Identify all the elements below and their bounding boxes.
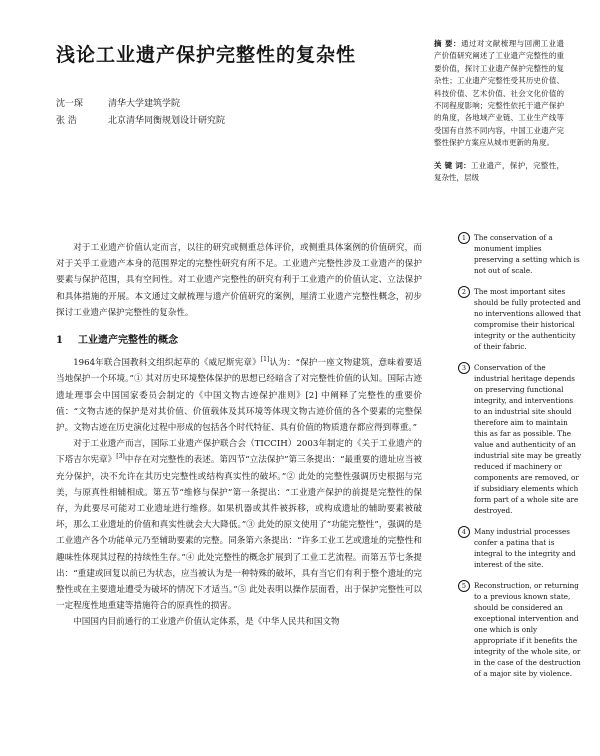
author-row xyxy=(56,96,225,113)
body-paragraph xyxy=(56,614,422,630)
paragraph-text: 认为：“保护一座文物建筑，意味着要适当地保护一个环境。”① 其对历史环境整体保护的思想已经暗含了对完整性价值的认知。国际古迹遗址理事会中国国家委员会制定的《中国文物古迹保护准则》[2] 中阐释了完整性的重要价值：“文物古迹的保护是对其价值、价值载体及其环境等体现文物古迹价值的各个要素的完整保护。文物古迹在历史演化过程中形成的包括各个时代特征、具有价值的物质遗存都应得到尊重。” xyxy=(56,358,422,434)
author-row xyxy=(56,113,225,130)
author-name: 张 浩 xyxy=(56,116,77,126)
body-paragraph xyxy=(56,355,422,436)
note-marker: 5 xyxy=(458,580,470,592)
section-title: 工业遗产完整性的概念 xyxy=(78,335,178,347)
note-text: Reconstruction, or returning to a previous known state, should be considered an exceptional intervention and one which is only appropriate if it benefits the integrity of the whole site, or in the case of the destruction of a major site by violence. xyxy=(474,581,581,678)
paper-title: 浅论工业遗产保护完整性的复杂性 xyxy=(56,44,357,66)
intro-paragraph: 对于工业遗产价值认定而言，以往的研究或侧重总体评价，或侧重具体案例的价值研究，而对于关乎工业遗产本身的范围界定的完整性研究有所不足。工业遗产完整性涉及工业遗产的保护要素与保护范围，具有空间性。对工业遗产完整性的研究有利于工业遗产的价值认定、立法保护和具体措施的开展。本文通过文献梳理与遗产价值研究的案例，厘清工业遗产完整性概念，初步探讨工业遗产保护完整性的复杂性。 xyxy=(56,243,422,318)
paragraph-text: 中国国内目前通行的工业遗产价值认定体系，是《中华人民共和国文物 xyxy=(73,617,340,628)
note-text: The most important sites should be fully protected and no interventions allowed that compromise their historical integrity or the authenticity of their fabric. xyxy=(474,287,581,351)
keywords-text: 工业遗产，保护，完整性，复杂性，层级 xyxy=(434,160,564,183)
side-note xyxy=(461,232,582,276)
keywords-line xyxy=(434,160,564,185)
author-block xyxy=(56,96,225,130)
note-marker: 1 xyxy=(458,232,470,244)
author-affiliation: 清华大学建筑学院 xyxy=(108,99,181,109)
author-name: 沈一琛 xyxy=(56,99,84,109)
side-note xyxy=(461,580,582,679)
abstract-label: 摘 要： xyxy=(434,39,461,48)
side-note xyxy=(461,526,582,570)
section-heading xyxy=(56,333,422,349)
side-note xyxy=(461,362,582,516)
paragraph-text: 1964年联合国教科文组织起草的《威尼斯宪章》 xyxy=(73,358,261,369)
note-text: Conservation of the industrial heritage depends on preserving functional integrity, and interventions to an industrial site should therefore aim to maintain this as far as possible. The value and authenticity of an industrial site may be greatly reduced if machinery or components are removed, or if subsidiary elements which form part of a whole site are destroyed. xyxy=(474,363,582,515)
body-paragraph xyxy=(56,436,422,614)
note-text: Many industrial processes confer a patina that is integral to the integrity and interest of the site. xyxy=(474,527,576,569)
main-text-column xyxy=(56,240,422,631)
side-notes-column xyxy=(461,232,582,689)
abstract-text: 通过对文献梳理与回溯工业遗产价值研究阐述了工业遗产完整性的重要价值，探讨工业遗产保护完整性的复杂性；工业遗产完整性受其历史价值、科技价值、艺术价值、社会文化价值的不同程度影响；完整性依托于遗产保护的角度，各地域产业链、工业生产线等受国有自然不同内容，中国工业遗产完整性保护方案应从城市更新的角度。 xyxy=(434,39,564,148)
section-number: 1 xyxy=(56,335,63,347)
note-marker: 2 xyxy=(458,286,470,298)
note-marker: 3 xyxy=(458,362,470,374)
note-marker: 4 xyxy=(458,526,470,538)
paragraph-text: 对于工业遗产而言，国际工业遗产保护联合会（TICCIH）2003年制定的《关于工业遗产的下塔吉尔宪章》 xyxy=(56,439,422,466)
citation-ref: [1] xyxy=(260,356,270,364)
keywords-label: 关 键 词： xyxy=(434,160,471,170)
abstract-block xyxy=(434,38,564,184)
note-text: The conservation of a monument implies preserving a setting which is not out of scale. xyxy=(474,233,580,275)
citation-ref: [3] xyxy=(116,453,125,461)
author-affiliation: 北京清华同衡规划设计研究院 xyxy=(108,116,226,126)
paragraph-text: 中存在对完整性的表述。第四节“立法保护”第三条提出：“最重要的遗址应当被充分保护，决不允许在其历史完整性或结构真实性的破坏。”② 此处的完整性强调历史根据与完美，与原真性相辅相成。第五节“维修与保护”第一条提出：“工业遗产保护的前提是完整性的保存，为此要尽可能对工业遗址进行维修。如果机器或其件被拆移，或构成遗址的辅助要素被破坏，那么工业遗址的价值和真实性就会大大降低。”③ 此处的原文使用了“功能完整性”，强调的是工业遗产各个功能单元乃至辅助要素的完整。同条第六条提出：“许多工业工艺或遗址的完整性和趣味性体现其过程的持续性生存。”④ 此处完整性的概念扩展到了工业工艺流程。而第五节七条提出：“重建或回复以前已为状态，应当被认为是一种特殊的破坏，具有当它们有利于整个遗址的完整性或在主要遗址遭受为破坏的情况下才适当。”⑤ 此处表明以操作层面看，出于保护完整性可以一定程度性地重建等措施符合的原真性的损害。 xyxy=(56,455,422,612)
side-note xyxy=(461,286,582,352)
